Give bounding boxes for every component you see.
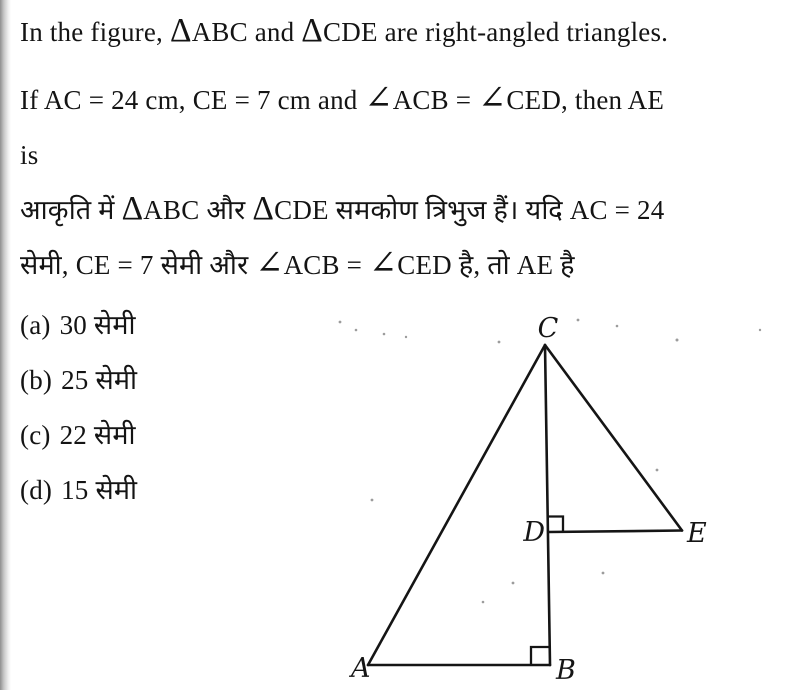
scan-noise-dot — [371, 499, 374, 502]
right-angle-mark-b — [531, 647, 550, 665]
scan-noise-dot — [482, 601, 485, 604]
option-a-label: (a) — [20, 310, 51, 340]
option-c — [20, 417, 136, 453]
option-b — [20, 362, 137, 398]
option-b-text: 25 सेमी — [61, 365, 138, 395]
question-line-hindi-1: आकृति में ΔABC और ΔCDE समकोण त्रिभुज हैं। यदि AC = 24 — [20, 190, 665, 227]
scan-noise-dot — [577, 319, 580, 322]
question-line-english-2: If AC = 24 cm, CE = 7 cm and ∠ACB = ∠CED, then AE — [20, 80, 665, 117]
scan-noise-dot — [355, 329, 358, 332]
scan-noise-dot — [616, 325, 619, 328]
question-line-english-3: is — [20, 140, 39, 170]
segment-CE — [545, 345, 682, 531]
vertex-label-a: A — [351, 653, 371, 684]
segment-CA — [368, 345, 545, 665]
option-b-label: (b) — [20, 365, 53, 395]
vertex-label-b: B — [556, 655, 576, 686]
question-line-hindi-2: सेमी, CE = 7 सेमी और ∠ACB = ∠CED है, तो AE है — [20, 245, 575, 282]
scan-noise-dot — [339, 321, 342, 324]
scan-noise-dot — [676, 339, 679, 342]
scan-noise-dot — [512, 582, 515, 585]
figure-triangle-svg — [330, 300, 806, 690]
option-c-text: 22 सेमी — [59, 420, 136, 450]
option-d-text: 15 सेमी — [61, 475, 138, 505]
segment-CB — [545, 345, 550, 665]
scan-noise-dot — [383, 333, 386, 336]
option-a-text: 30 सेमी — [59, 310, 136, 340]
option-a — [20, 307, 136, 343]
vertex-label-d: D — [523, 517, 545, 548]
geometry-figure — [330, 300, 806, 690]
scan-noise-dot — [405, 336, 407, 338]
scan-noise-dot — [498, 341, 501, 344]
right-angle-mark-d — [548, 517, 563, 532]
question-line-english-1: In the figure, ΔABC and ΔCDE are right-angled triangles. — [20, 12, 669, 49]
scan-noise-dot — [656, 469, 659, 472]
page-edge-shadow — [0, 0, 11, 690]
vertex-label-e: E — [687, 518, 707, 549]
scan-noise-dot — [602, 572, 605, 575]
segment-DE — [549, 531, 683, 533]
scan-noise-dot — [759, 329, 761, 331]
vertex-label-c: C — [537, 313, 559, 344]
option-d — [20, 472, 137, 508]
option-d-label: (d) — [20, 475, 53, 505]
option-c-label: (c) — [20, 420, 51, 450]
